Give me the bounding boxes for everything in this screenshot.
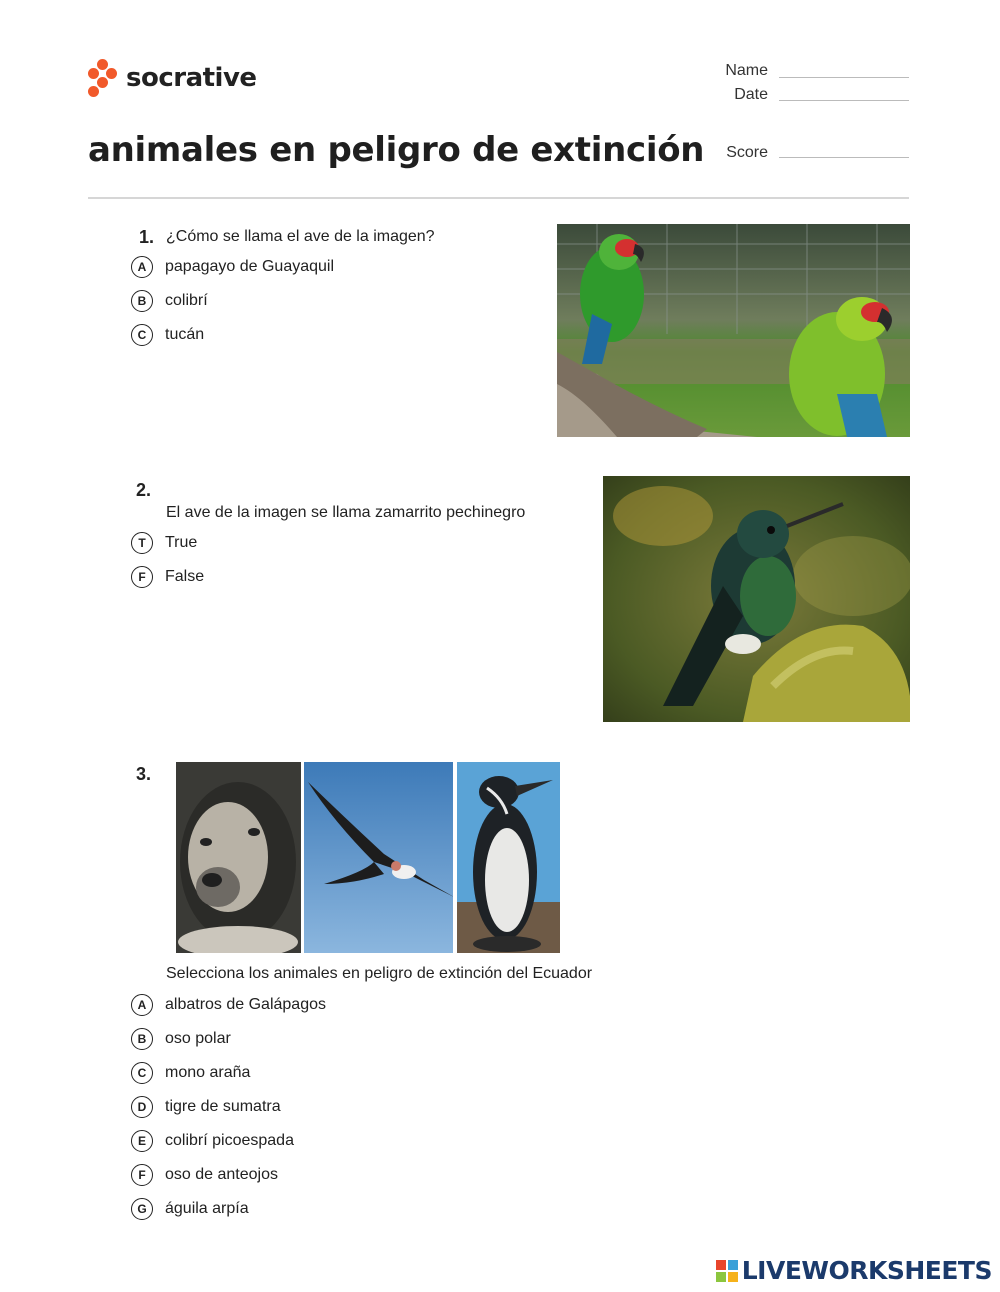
question-3-number: 3. [136, 764, 152, 784]
header-divider [88, 197, 909, 199]
bear-photo [176, 762, 301, 953]
option-letter[interactable]: A [131, 256, 153, 278]
option-label: True [165, 534, 198, 551]
score-field[interactable] [779, 157, 909, 158]
option-label: albatros de Galápagos [165, 996, 326, 1013]
option-letter[interactable]: T [131, 532, 153, 554]
option-d[interactable] [131, 1094, 326, 1120]
option-letter[interactable]: A [131, 994, 153, 1016]
liveworksheets-logo [716, 1256, 992, 1285]
liveworksheets-brand: LIVEWORKSHEETS [741, 1256, 992, 1285]
option-f[interactable] [131, 1162, 326, 1188]
option-label: oso de anteojos [165, 1166, 278, 1183]
option-a[interactable] [131, 254, 334, 280]
option-letter[interactable]: E [131, 1130, 153, 1152]
option-label: papagayo de Guayaquil [165, 258, 335, 275]
penguin-photo [457, 762, 560, 953]
option-label: colibrí [165, 292, 208, 309]
option-letter[interactable]: B [131, 290, 153, 312]
option-letter[interactable]: F [131, 1164, 153, 1186]
option-label: colibrí picoespada [165, 1132, 294, 1149]
score-label: Score [726, 144, 768, 161]
option-b[interactable] [131, 1026, 326, 1052]
question-3-text: Selecciona los animales en peligro de extinción del Ecuador [166, 965, 593, 982]
option-false[interactable] [131, 564, 204, 590]
option-label: tigre de sumatra [165, 1098, 281, 1115]
option-letter[interactable]: G [131, 1198, 153, 1220]
option-e[interactable] [131, 1128, 326, 1154]
page-title: animales en peligro de extinción [88, 130, 705, 170]
question-3-options [131, 992, 326, 1222]
question-2-options [131, 530, 204, 590]
option-letter[interactable]: C [131, 324, 153, 346]
option-label: águila arpía [165, 1200, 249, 1217]
brand-name: socrative [126, 63, 257, 93]
question-2-text: El ave de la imagen se llama zamarrito pechinegro [166, 504, 526, 521]
option-b[interactable] [131, 288, 334, 314]
macaws-photo [557, 224, 910, 437]
option-c[interactable] [131, 1060, 326, 1086]
question-1-number: 1. [139, 227, 155, 247]
option-label: False [165, 568, 205, 585]
option-c[interactable] [131, 322, 334, 348]
socrative-logo [88, 58, 257, 98]
liveworksheets-blocks-icon [716, 1260, 738, 1282]
option-letter[interactable]: C [131, 1062, 153, 1084]
option-a[interactable] [131, 992, 326, 1018]
option-letter[interactable]: F [131, 566, 153, 588]
condor-photo [304, 762, 453, 953]
date-field[interactable] [779, 100, 909, 101]
option-letter[interactable]: D [131, 1096, 153, 1118]
option-letter[interactable]: B [131, 1028, 153, 1050]
date-label: Date [734, 86, 768, 103]
name-field[interactable] [779, 77, 909, 78]
option-label: mono araña [165, 1064, 251, 1081]
question-2-number: 2. [136, 480, 152, 500]
question-1-options [131, 254, 334, 348]
socrative-hex-icon [88, 59, 118, 97]
name-label: Name [725, 62, 768, 79]
hummingbird-photo [603, 476, 910, 722]
option-label: tucán [165, 326, 205, 343]
option-g[interactable] [131, 1196, 326, 1222]
option-true[interactable] [131, 530, 204, 556]
question-1-text: ¿Cómo se llama el ave de la imagen? [166, 228, 435, 245]
option-label: oso polar [165, 1030, 231, 1047]
